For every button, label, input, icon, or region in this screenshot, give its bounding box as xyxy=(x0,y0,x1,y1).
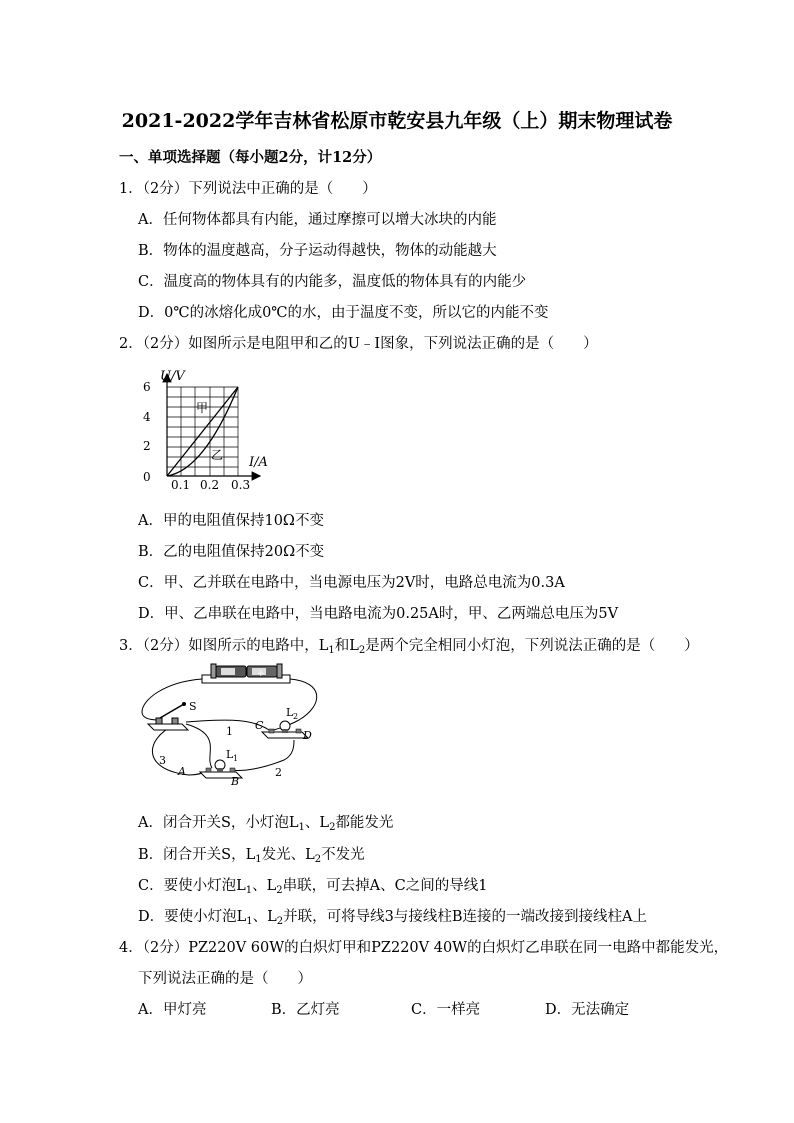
circuit-figure xyxy=(134,660,334,785)
terminal-b: B xyxy=(231,775,240,785)
wire-a-c xyxy=(186,724,212,768)
q4-stem-line2: 下列说法正确的是（ ） xyxy=(138,971,312,987)
x-tick-0-1: 0.1 xyxy=(171,478,191,492)
wire-1-label: 1 xyxy=(226,725,233,738)
y-tick-6: 6 xyxy=(143,380,151,394)
lamp-2-icon xyxy=(262,721,308,738)
x-tick-0-3: 0.3 xyxy=(231,478,251,492)
q1-option-c: C．温度高的物体具有的内能多，温度低的物体具有的内能少 xyxy=(138,274,527,290)
q2-stem: 2．（2分）如图所示是电阻甲和乙的U﹣I图象，下列说法正确的是（ ） xyxy=(119,336,598,352)
q3-option-a: A．闭合开关S，小灯泡$L_1$、$L_2$都能发光 xyxy=(138,815,394,833)
switch-icon xyxy=(148,702,188,730)
section-heading: 一、单项选择题（每小题2分，计12分） xyxy=(119,149,382,166)
q1-option-d: D．0℃的冰熔化成0℃的水，由于温度不变，所以它的内能不变 xyxy=(138,305,549,321)
origin-label: 0 xyxy=(143,470,151,484)
terminal-d: D xyxy=(303,729,312,742)
q4-option-b: B．乙灯亮 xyxy=(271,1002,340,1018)
x-axis-label: I/A xyxy=(249,455,268,470)
q3-option-b: B．闭合开关S，$L_1$发光、$L_2$不发光 xyxy=(138,847,365,865)
y-tick-2: 2 xyxy=(143,439,151,453)
page-title: 2021-2022学年吉林省松原市乾安县九年级（上）期末物理试卷 xyxy=(121,110,673,132)
u-i-graph xyxy=(134,362,284,492)
wire-2-label: 2 xyxy=(275,766,282,779)
y-tick-4: 4 xyxy=(143,410,151,424)
switch-label: S xyxy=(189,700,197,713)
battery-plus: + xyxy=(257,669,265,679)
q4-stem-line1: 4．（2分）PZ220V 60W的白炽灯甲和PZ220V 40W的白炽灯乙串联在同一电路中都能发光， xyxy=(119,940,729,956)
q2-option-d: D．甲、乙串联在电路中，当电路电流为0.25A时，甲、乙两端总电压为5V xyxy=(138,606,619,622)
jia-label: 甲 xyxy=(196,401,209,415)
q4-option-a: A．甲灯亮 xyxy=(138,1002,207,1018)
terminal-c: C xyxy=(255,719,264,732)
q1-option-b: B．物体的温度越高，分子运动得越快，物体的动能越大 xyxy=(138,243,497,259)
q1-option-a: A．任何物体都具有内能，通过摩擦可以增大冰块的内能 xyxy=(138,212,497,228)
q3-option-d: D．要使小灯泡$L_1$、$L_2$并联，可将导线3与接线柱B连接的一端改接到接线柱A上 xyxy=(138,909,648,927)
yi-label: 乙 xyxy=(211,448,224,462)
wire-battery-lamp2 xyxy=(274,679,317,730)
x-tick-0-2: 0.2 xyxy=(200,478,220,492)
q2-option-b: B．乙的电阻值保持20Ω不变 xyxy=(138,544,325,560)
lamp-1-sub: 1 xyxy=(233,754,239,763)
q4-option-d: D．无法确定 xyxy=(545,1002,630,1018)
lamp-2-label: L xyxy=(286,706,294,719)
wire-2 xyxy=(230,740,294,771)
q2-option-c: C．甲、乙并联在电路中，当电源电压为2V时，电路总电流为0.3A xyxy=(138,575,565,591)
q2-option-a: A．甲的电阻值保持10Ω不变 xyxy=(138,513,324,529)
q3-stem: 3．（2分）如图所示的电路中，$L_1$和$L_2$是两个完全相同小灯泡，下列说法正确的是（ ） xyxy=(119,638,699,656)
lamp-1-label: L xyxy=(226,748,234,761)
q1-stem: 1．（2分）下列说法中正确的是（ ） xyxy=(119,181,377,197)
lamp-2-sub: 2 xyxy=(293,712,299,721)
q4-option-c: C．一样亮 xyxy=(411,1002,481,1018)
wire-3-label: 3 xyxy=(159,754,166,767)
terminal-a: A xyxy=(178,765,186,778)
q3-option-c: C．要使小灯泡$L_1$、$L_2$串联，可去掉A、C之间的导线1 xyxy=(138,878,488,896)
y-axis-label: U/V xyxy=(160,369,185,384)
